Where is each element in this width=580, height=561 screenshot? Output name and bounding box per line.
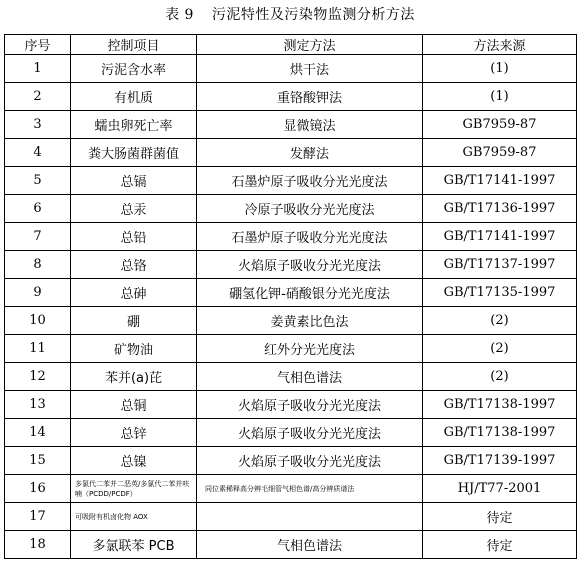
- table-row: [5, 531, 577, 559]
- table-row: [5, 55, 577, 83]
- table-row: [5, 475, 577, 503]
- cell-source: HJ/T77-2001: [423, 475, 577, 503]
- cell-seq: 11: [5, 335, 71, 363]
- cell-item: 可吸附有机卤化物 AOX: [71, 503, 197, 531]
- cell-item: 总砷: [71, 279, 197, 307]
- table-row: [5, 251, 577, 279]
- cell-seq: 3: [5, 111, 71, 139]
- cell-method: 红外分光光度法: [197, 335, 423, 363]
- header-seq: 序号: [5, 35, 71, 55]
- cell-method: 火焰原子吸收分光光度法: [197, 391, 423, 419]
- cell-seq: 8: [5, 251, 71, 279]
- cell-item: 总铜: [71, 391, 197, 419]
- cell-method: 烘干法: [197, 55, 423, 83]
- cell-seq: 9: [5, 279, 71, 307]
- cell-method: 石墨炉原子吸收分光光度法: [197, 223, 423, 251]
- cell-item: 总镉: [71, 167, 197, 195]
- cell-seq: 7: [5, 223, 71, 251]
- cell-source: GB/T17139-1997: [423, 447, 577, 475]
- table-row: [5, 195, 577, 223]
- cell-seq: 14: [5, 419, 71, 447]
- cell-source: (1): [423, 55, 577, 83]
- cell-item: 粪大肠菌群菌值: [71, 139, 197, 167]
- cell-item: 多氯联苯 PCB: [71, 531, 197, 559]
- table-row: [5, 419, 577, 447]
- cell-method: 火焰原子吸收分光光度法: [197, 251, 423, 279]
- cell-method: 气相色谱法: [197, 363, 423, 391]
- table-row: [5, 223, 577, 251]
- cell-source: GB/T17138-1997: [423, 419, 577, 447]
- cell-item: 有机质: [71, 83, 197, 111]
- cell-seq: 6: [5, 195, 71, 223]
- cell-item: 硼: [71, 307, 197, 335]
- cell-method: 火焰原子吸收分光光度法: [197, 419, 423, 447]
- table-row: [5, 83, 577, 111]
- table-number: 表 9: [165, 7, 194, 23]
- cell-item: 多氯代二苯并二恶英/多氯代二苯并呋喃（PCDD/PCDF）: [71, 475, 197, 503]
- cell-source: GB/T17141-1997: [423, 223, 577, 251]
- cell-source: GB/T17138-1997: [423, 391, 577, 419]
- table-row: [5, 139, 577, 167]
- cell-method: 冷原子吸收分光光度法: [197, 195, 423, 223]
- cell-source: 待定: [423, 531, 577, 559]
- cell-item: 蠕虫卵死亡率: [71, 111, 197, 139]
- cell-source: GB/T17136-1997: [423, 195, 577, 223]
- table-title: 污泥特性及污染物监测分析方法: [211, 7, 415, 23]
- cell-seq: 16: [5, 475, 71, 503]
- cell-source: GB/T17137-1997: [423, 251, 577, 279]
- cell-seq: 15: [5, 447, 71, 475]
- cell-seq: 17: [5, 503, 71, 531]
- table-caption: [0, 4, 580, 24]
- cell-item: 总汞: [71, 195, 197, 223]
- table-row: [5, 335, 577, 363]
- table-row: [5, 167, 577, 195]
- cell-source: (2): [423, 307, 577, 335]
- cell-method: 显微镜法: [197, 111, 423, 139]
- cell-method: 火焰原子吸收分光光度法: [197, 447, 423, 475]
- table-row: [5, 111, 577, 139]
- cell-item: 总铬: [71, 251, 197, 279]
- cell-item: 污泥含水率: [71, 55, 197, 83]
- cell-method: 发酵法: [197, 139, 423, 167]
- cell-seq: 10: [5, 307, 71, 335]
- cell-source: (1): [423, 83, 577, 111]
- cell-method: [197, 503, 423, 531]
- cell-seq: 13: [5, 391, 71, 419]
- cell-source: GB7959-87: [423, 139, 577, 167]
- table-row: [5, 363, 577, 391]
- cell-item: 矿物油: [71, 335, 197, 363]
- cell-method: 同位素稀释高分辨毛细管气相色谱/高分辨质谱法: [197, 475, 423, 503]
- cell-seq: 5: [5, 167, 71, 195]
- header-item: 控制项目: [71, 35, 197, 55]
- cell-seq: 18: [5, 531, 71, 559]
- cell-source: GB7959-87: [423, 111, 577, 139]
- header-row: [5, 35, 577, 55]
- cell-method: 石墨炉原子吸收分光光度法: [197, 167, 423, 195]
- cell-source: GB/T17135-1997: [423, 279, 577, 307]
- monitoring-methods-table: [4, 34, 577, 559]
- table-row: [5, 503, 577, 531]
- cell-seq: 2: [5, 83, 71, 111]
- table-row: [5, 447, 577, 475]
- cell-item: 苯并(a)芘: [71, 363, 197, 391]
- cell-item: 总镍: [71, 447, 197, 475]
- cell-item: 总锌: [71, 419, 197, 447]
- cell-source: GB/T17141-1997: [423, 167, 577, 195]
- cell-source: (2): [423, 335, 577, 363]
- table-row: [5, 279, 577, 307]
- table-row: [5, 391, 577, 419]
- cell-seq: 12: [5, 363, 71, 391]
- cell-seq: 1: [5, 55, 71, 83]
- header-method: 测定方法: [197, 35, 423, 55]
- header-source: 方法来源: [423, 35, 577, 55]
- cell-method: 姜黄素比色法: [197, 307, 423, 335]
- cell-source: 待定: [423, 503, 577, 531]
- cell-item: 总铅: [71, 223, 197, 251]
- cell-source: (2): [423, 363, 577, 391]
- cell-seq: 4: [5, 139, 71, 167]
- cell-method: 气相色谱法: [197, 531, 423, 559]
- cell-method: 重铬酸钾法: [197, 83, 423, 111]
- table-row: [5, 307, 577, 335]
- cell-method: 硼氢化钾-硝酸银分光光度法: [197, 279, 423, 307]
- table-body: [5, 55, 577, 559]
